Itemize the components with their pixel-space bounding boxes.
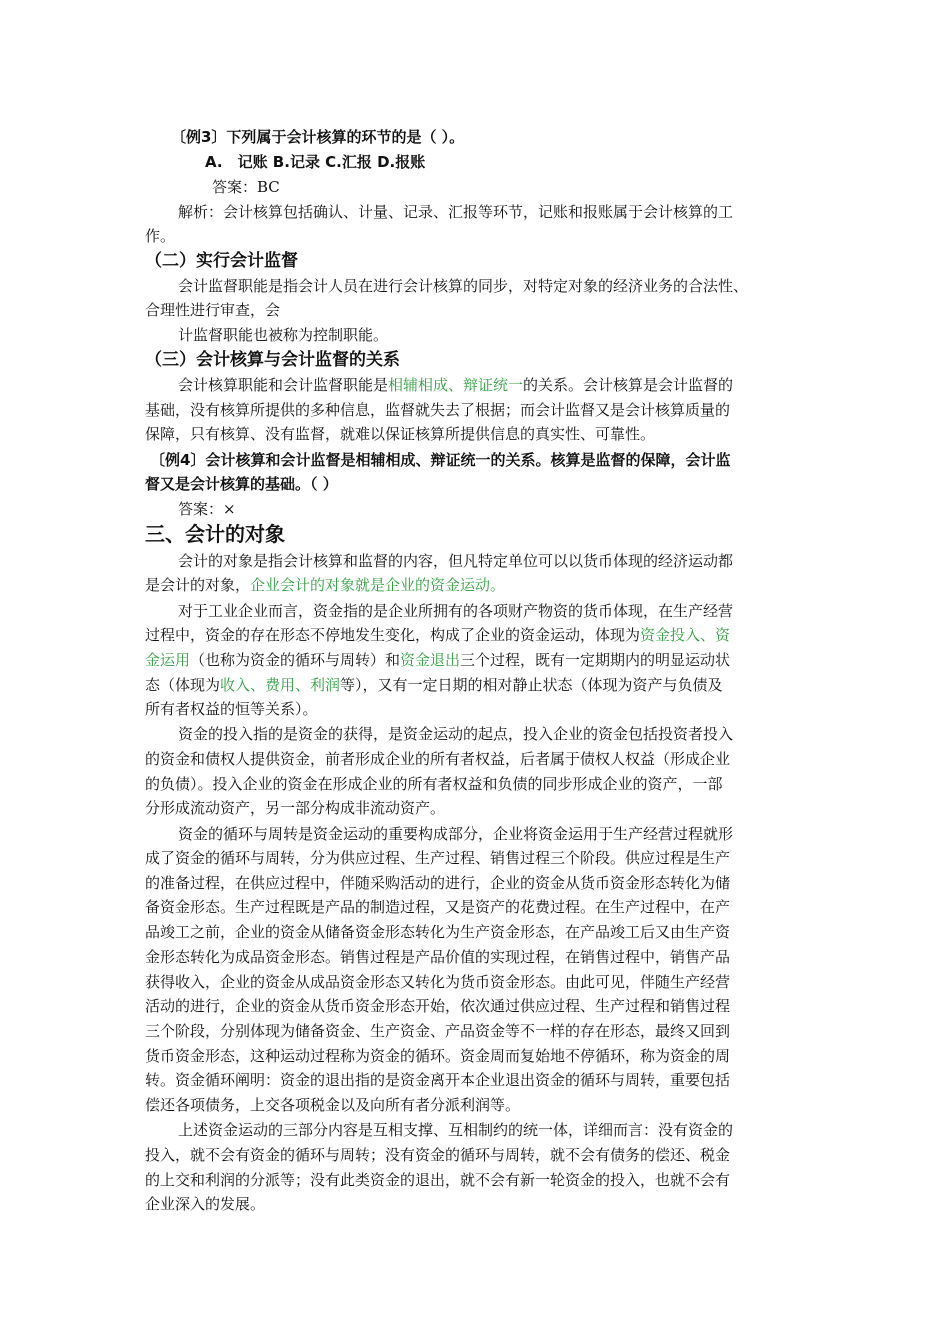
example-3-answer: 答案：BC <box>212 178 280 196</box>
object-para-4-line-4: 备资金形态。生产过程既是产品的制造过程，又是资产的花费过程。在生产过程中，在产 <box>145 898 731 916</box>
highlight-text: 收入、费用、利润 <box>220 676 341 694</box>
object-para-2-line-2: 过程中，资金的存在形态不停地发生变化，构成了企业的资金运动，体现为资金投入、资 <box>145 626 731 644</box>
section-2-para-line-3: 计监督职能也被称为控制职能。 <box>178 326 389 344</box>
object-para-5-line-3: 的上交和利润的分派等；没有此类资金的退出，就不会有新一轮资金的投入，也就不会有 <box>145 1171 731 1189</box>
object-para-3-line-4: 分形成流动资产，另一部分构成非流动资产。 <box>145 799 446 817</box>
object-para-5-line-1: 上述资金运动的三部分内容是互相支撑、互相制约的统一体，详细而言：没有资金的 <box>178 1121 734 1139</box>
highlight-text: 企业会计的对象就是企业的资金运动。 <box>250 576 506 594</box>
object-para-4-line-2: 成了资金的循环与周转，分为供应过程、生产过程、销售过程三个阶段。供应过程是生产 <box>145 849 731 867</box>
section-2-para-line-1: 会计监督职能是指会计人员在进行会计核算的同步，对特定对象的经济业务的合法性、 <box>178 277 749 295</box>
example-4-answer: 答案：× <box>178 500 236 518</box>
object-para-4-line-12: 偿还各项债务，上交各项税金以及向所有者分派利润等。 <box>145 1096 521 1114</box>
object-para-1-line-1: 会计的对象是指会计核算和监督的内容，但凡特定单位可以以货币体现的经济运动都 <box>178 552 734 570</box>
object-para-3-line-2: 的资金和债权人提供资金，前者形成企业的所有者权益，后者属于债权人权益（形成企业 <box>145 750 731 768</box>
object-para-3-line-1: 资金的投入指的是资金的获得，是资金运动的起点，投入企业的资金包括投资者投入 <box>178 725 734 743</box>
example-3-explanation-line-1: 解析：会计核算包括确认、计量、记录、汇报等环节，记账和报账属于会计核算的工 <box>178 203 734 221</box>
object-para-2-line-4: 态（体现为收入、费用、利润等），又有一定日期的相对静止状态（体现为资产与负债及 <box>145 676 723 694</box>
section-3-para-line-1: 会计核算职能和会计监督职能是相辅相成、辩证统一的关系。会计核算是会计监督的 <box>178 376 734 394</box>
object-para-2-line-5: 所有者权益的恒等关系）。 <box>145 700 318 718</box>
highlight-text: 相辅相成、辩证统一 <box>388 376 524 394</box>
object-para-4-line-11: 转。资金循环阐明：资金的退出指的是资金离开本企业退出资金的循环与周转，重要包括 <box>145 1071 731 1089</box>
object-para-4-line-10: 货币资金形态，这种运动过程称为资金的循环。资金周而复始地不停循环，称为资金的周 <box>145 1047 731 1065</box>
section-3-heading: （三）会计核算与会计监督的关系 <box>145 350 400 370</box>
example-3-explanation-line-2: 作。 <box>145 227 176 245</box>
highlight-text: 金运用 <box>145 651 191 669</box>
section-2-para-line-2: 合理性进行审查，会 <box>145 301 281 319</box>
object-para-5-line-4: 企业深入的发展。 <box>145 1195 266 1213</box>
example-3-question: 〔例3〕下列属于会计核算的环节的是（ ）。 <box>171 128 465 146</box>
object-para-5-line-2: 投入，就不会有资金的循环与周转；没有资金的循环与周转，就不会有债务的偿还、税金 <box>145 1146 731 1164</box>
object-para-1-line-2: 是会计的对象，企业会计的对象就是企业的资金运动。 <box>145 576 506 594</box>
chapter-3-heading: 三、会计的对象 <box>145 522 285 546</box>
object-para-3-line-3: 的负债）。投入企业的资金在形成企业的所有者权益和负债的同步形成企业的资产，一部 <box>145 775 723 793</box>
section-2-heading: （二）实行会计监督 <box>145 251 298 271</box>
object-para-4-line-3: 的准备过程，在供应过程中，伴随采购活动的进行，企业的资金从货币资金形态转化为储 <box>145 874 731 892</box>
object-para-4-line-7: 获得收入，企业的资金从成品资金形态又转化为货币资金形态。由此可见，伴随生产经营 <box>145 973 731 991</box>
highlight-text: 资金投入、资 <box>640 626 731 644</box>
highlight-text: 资金退出 <box>400 651 461 669</box>
object-para-4-line-1: 资金的循环与周转是资金运动的重要构成部分，企业将资金运用于生产经营过程就形 <box>178 825 734 843</box>
section-3-para-line-2: 基础，没有核算所提供的多种信息，监督就失去了根据；而会计监督又是会计核算质量的 <box>145 401 731 419</box>
object-para-2-line-3: 金运用（也称为资金的循环与周转）和资金退出三个过程，既有一定期期内的明显运动状 <box>145 651 731 669</box>
object-para-2-line-1: 对于工业企业而言，资金指的是企业所拥有的各项财产物资的货币体现，在生产经营 <box>178 602 734 620</box>
section-3-para-line-3: 保障，只有核算、没有监督，就难以保证核算所提供信息的真实性、可靠性。 <box>145 425 656 443</box>
object-para-4-line-5: 品竣工之前，企业的资金从储备资金形态转化为生产资金形态，在产品竣工后又由生产资 <box>145 923 731 941</box>
example-4-question-line-1: 〔例4〕会计核算和会计监督是相辅相成、辩证统一的关系。核算是监督的保障，会计监 <box>150 451 731 469</box>
object-para-4-line-6: 金形态转化为成品资金形态。销售过程是产品价值的实现过程，在销售过程中，销售产品 <box>145 948 731 966</box>
object-para-4-line-9: 三个阶段，分别体现为储备资金、生产资金、产品资金等不一样的存在形态，最终又回到 <box>145 1022 731 1040</box>
example-4-question-line-2: 督又是会计核算的基础。（ ） <box>145 475 338 493</box>
object-para-4-line-8: 活动的进行，企业的资金从货币资金形态开始，依次通过供应过程、生产过程和销售过程 <box>145 997 731 1015</box>
example-3-options: A. 记账 B.记录 C.汇报 D.报账 <box>205 153 426 171</box>
